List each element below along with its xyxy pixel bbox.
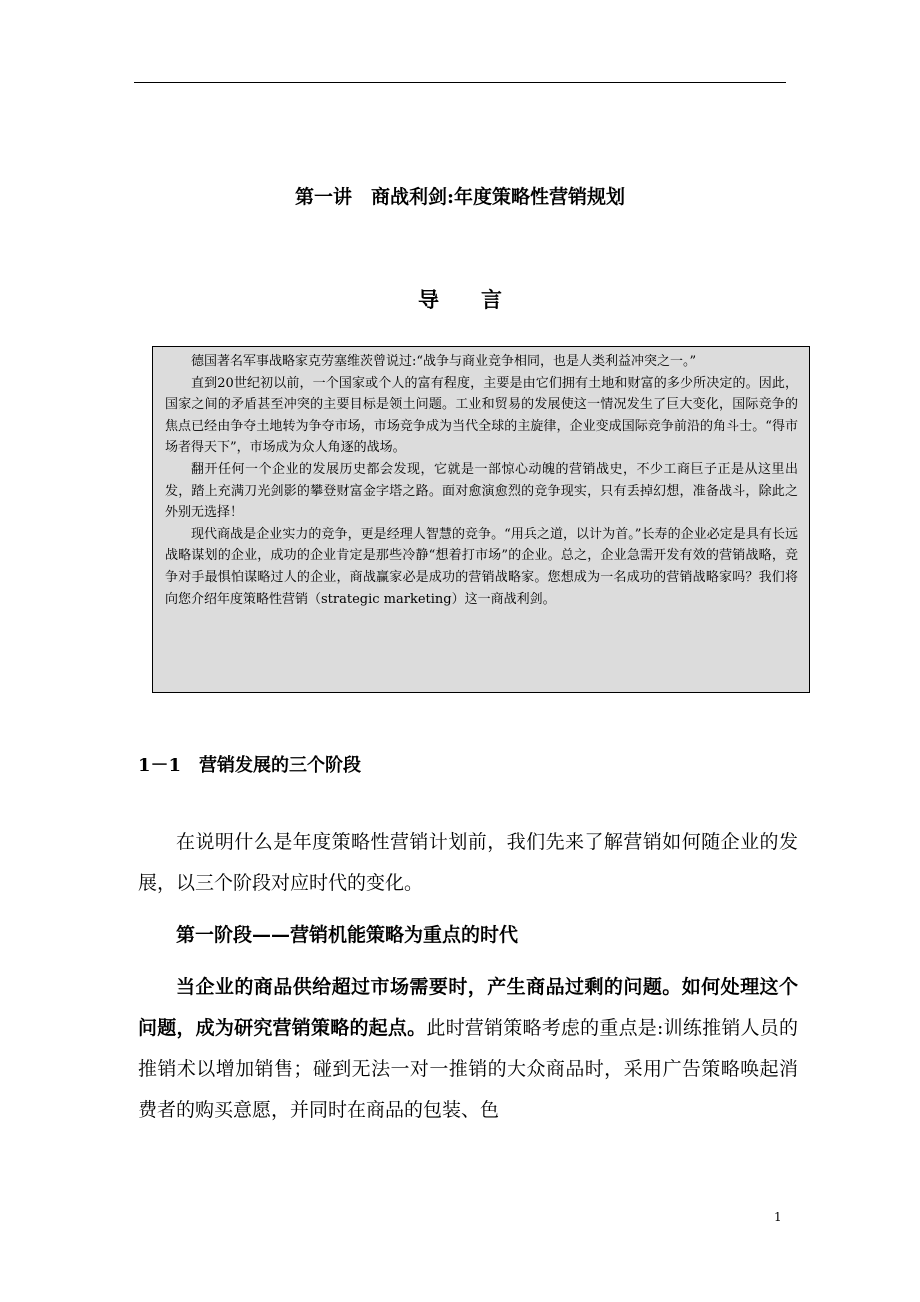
lecture-title: 第一讲 商战利剑:年度策略性营销规划: [294, 186, 625, 208]
body-text: [138, 822, 798, 1131]
stage-1-paragraph: [138, 967, 798, 1131]
stage-1-heading: 第一阶段——营销机能策略为重点的时代: [176, 924, 519, 946]
body-paragraph: 在说明什么是年度策略性营销计划前，我们先来了解营销如何随企业的发展，以三个阶段对应时代的变化。: [138, 831, 798, 894]
intro-title: 导 言: [418, 287, 502, 312]
page-number: 1: [774, 1210, 782, 1224]
intro-paragraph: 德国著名军事战略家克劳塞维茨曾说过:“战争与商业竞争相同，也是人类利益冲突之一。”: [191, 354, 697, 369]
intro-box: [152, 346, 810, 693]
intro-paragraph: 翻开任何一个企业的发展历史都会发现，它就是一部惊心动魄的营销战史，不少工商巨子正是从这里出发，踏上充满刀光剑影的攀登财富金字塔之路。面对愈演愈烈的竞争现实，只有丢掉幻想，准备战斗，除此之外别无选择！: [165, 461, 798, 521]
intro-paragraph: 现代商战是企业实力的竞争，更是经理人智慧的竞争。“用兵之道，以计为首。”长寿的企业必定是具有长远战略谋划的企业，成功的企业肯定是那些冷静“想着打市场”的企业。总之，企业急需开发有效的营销战略，竞争对手最惧怕谋略过人的企业，商战赢家必是成功的营销战略家。您想成为一名成功的营销战略家吗？我们将向您介绍年度策略性营销（strategic marketing）这一商战利剑。: [165, 526, 798, 607]
section-heading: 1－1 营销发展的三个阶段: [138, 755, 362, 776]
stage-1-rest: 此时营销策略考虑的重点是:训练推销人员的推销术以增加销售；碰到无法一对一推销的大众商品时，采用广告策略唤起消费者的购买意愿，并同时在商品的包装、色: [138, 1017, 798, 1121]
stage-1-bold-lead: 当企业的商品供给超过市场需要时，产生商品过剩的问题。如何处理这个问题，成为研究营销策略的起点。: [138, 976, 798, 1039]
header-rule: [134, 82, 786, 83]
intro-paragraph: 直到20世纪初以前，一个国家或个人的富有程度，主要是由它们拥有土地和财富的多少所决定的。因此，国家之间的矛盾甚至冲突的主要目标是领土问题。工业和贸易的发展使这一情况发生了巨大变化，国际竞争的焦点已经由争夺土地转为争夺市场，市场竞争成为当代全球的主旋律，企业变成国际竞争前沿的角斗士。“得市场者得天下”，市场成为众人角逐的战场。: [165, 375, 798, 456]
